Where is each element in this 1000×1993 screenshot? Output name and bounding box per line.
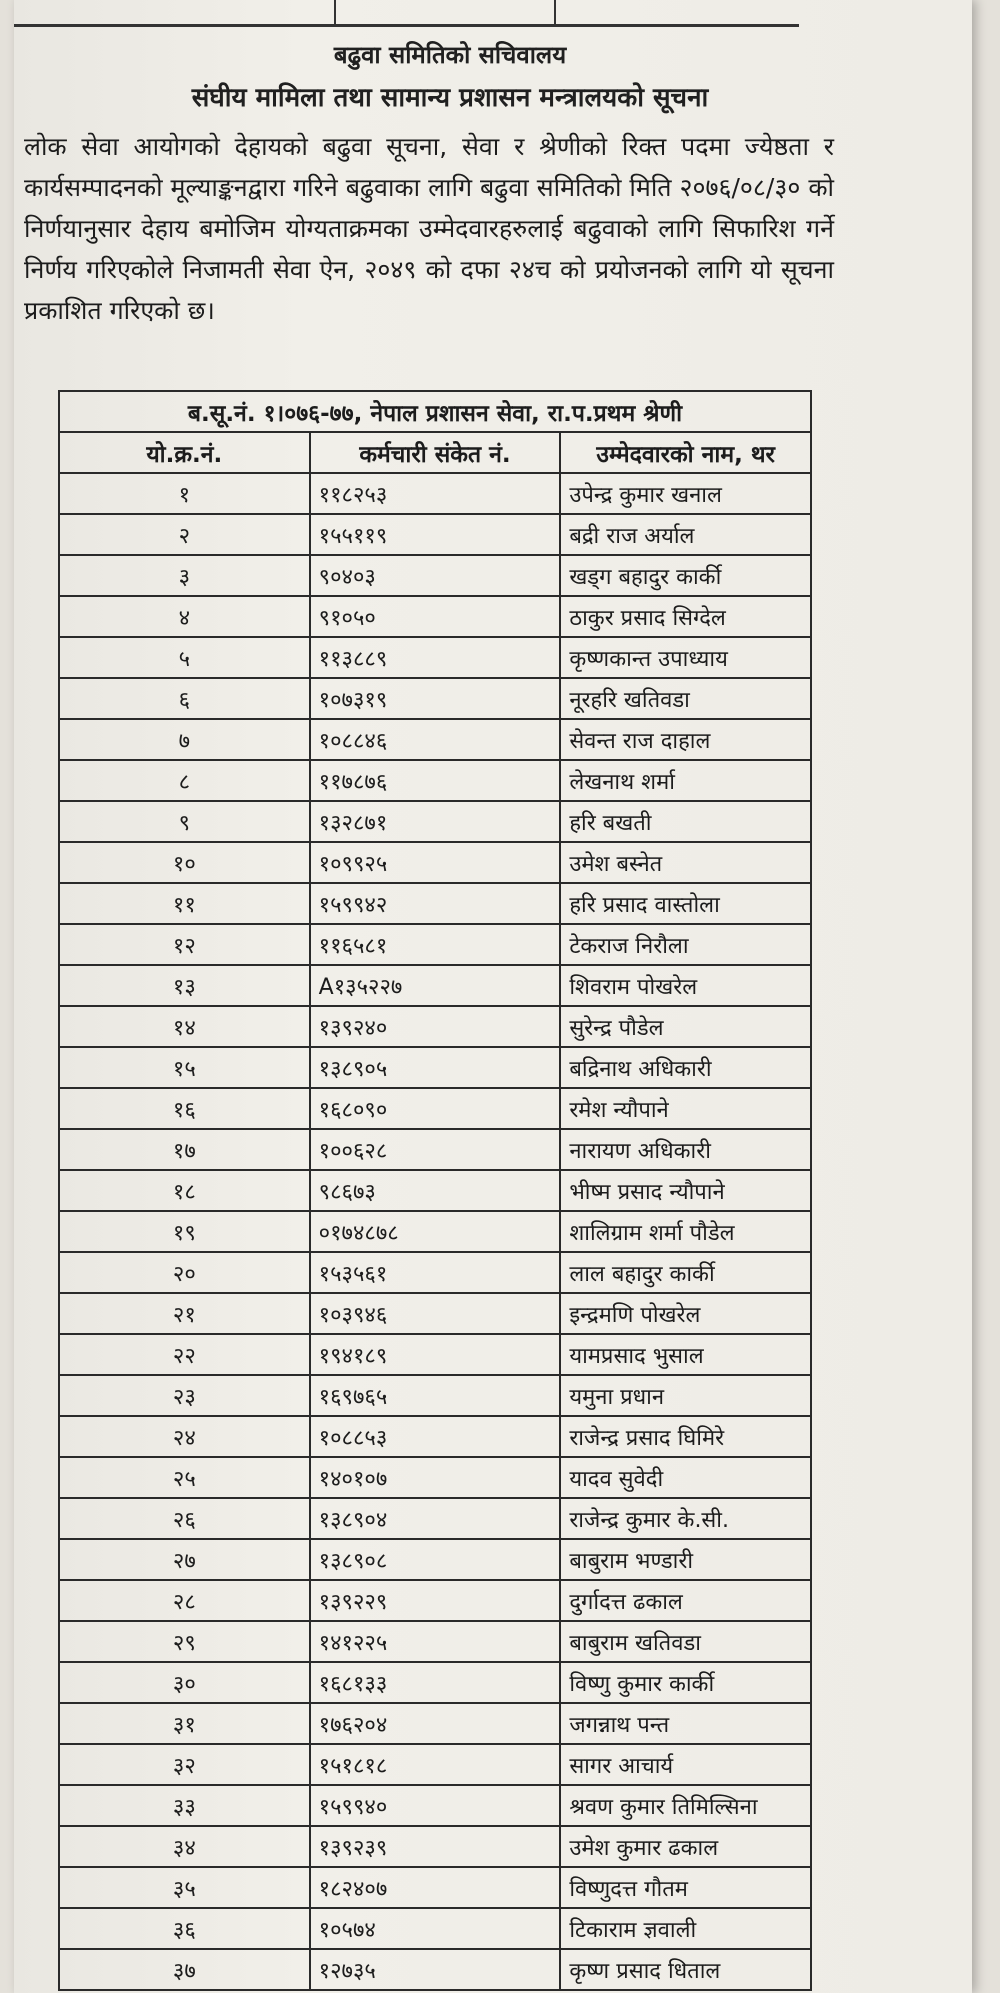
candidate-name-cell: रमेश न्यौपाने [560,1088,811,1129]
serial-no-cell: १ [59,473,310,514]
employee-code-cell: १०३९४६ [310,1293,561,1334]
serial-no-cell: ३३ [59,1785,310,1826]
employee-code-cell: १९४१८९ [310,1334,561,1375]
header-serial-no: यो.क्र.नं. [59,432,310,473]
serial-no-cell: २२ [59,1334,310,1375]
serial-no-cell: ३१ [59,1703,310,1744]
serial-no-cell: २४ [59,1416,310,1457]
employee-code-cell: १८२४०७ [310,1867,561,1908]
table-row [59,514,811,555]
table-row [59,1375,811,1416]
table-row [59,1744,811,1785]
candidate-name-cell: हरि बखती [560,801,811,842]
table-row [59,883,811,924]
serial-no-cell: २ [59,514,310,555]
candidate-name-cell: इन्द्रमणि पोखरेल [560,1293,811,1334]
employee-code-cell: १३८९०४ [310,1498,561,1539]
table-row [59,473,811,514]
candidate-table [58,390,812,1991]
serial-no-cell: ३६ [59,1908,310,1949]
employee-code-cell: १५३५६१ [310,1252,561,1293]
candidate-name-cell: टिकाराम ज्ञवाली [560,1908,811,1949]
serial-no-cell: १७ [59,1129,310,1170]
serial-no-cell: २५ [59,1457,310,1498]
notice-paragraph: लोक सेवा आयोगको देहायको बढुवा सूचना, सेवा र श्रेणीको रिक्त पदमा ज्येष्ठता र कार्यसम्पादनको मूल्याङ्कनद्वारा गरिने बढुवाका लागि बढुवा समितिको मिति २०७६/०८/३० को निर्णयानुसार देहाय बमोजिम योग्यताक्रमका उम्मेदवारहरुलाई बढुवाको लागि सिफारिश गर्ने निर्णय गरिएकोले निजामती सेवा ऐन, २०४९ को दफा २४च को प्रयोजनको लागि यो सूचना प्रकाशित गरिएको छ। [24,132,834,325]
serial-no-cell: १३ [59,965,310,1006]
candidate-name-cell: कृष्णकान्त उपाध्याय [560,637,811,678]
employee-code-cell: १२७३५ [310,1949,561,1990]
employee-code-cell: ९८६७३ [310,1170,561,1211]
employee-code-cell: १०८८५३ [310,1416,561,1457]
table-row [59,1580,811,1621]
table-row [59,1867,811,1908]
table-row [59,1211,811,1252]
table-divider [334,0,336,24]
employee-code-cell: १००६२८ [310,1129,561,1170]
candidate-name-cell: सेवन्त राज दाहाल [560,719,811,760]
candidate-name-cell: लाल बहादुर कार्की [560,1252,811,1293]
table-row [59,1129,811,1170]
table-divider [554,0,556,24]
candidate-name-cell: नूरहरि खतिवडा [560,678,811,719]
candidate-name-cell: दुर्गादत्त ढकाल [560,1580,811,1621]
candidate-name-cell: भीष्म प्रसाद न्यौपाने [560,1170,811,1211]
candidate-name-cell: यमुना प्रधान [560,1375,811,1416]
table-row [59,1416,811,1457]
serial-no-cell: २३ [59,1375,310,1416]
table-row [59,1662,811,1703]
table-row [59,1703,811,1744]
serial-no-cell: ८ [59,760,310,801]
employee-code-cell: ११८२५३ [310,473,561,514]
candidate-name-cell: श्रवण कुमार तिमिल्सिना [560,1785,811,1826]
notice-heading-secretariat: बढुवा समितिको सचिवालय [333,41,567,69]
candidate-name-cell: बाबुराम खतिवडा [560,1621,811,1662]
candidate-name-cell: ठाकुर प्रसाद सिग्देल [560,596,811,637]
header-candidate-name: उम्मेदवारको नाम, थर [560,432,811,473]
serial-no-cell: ३ [59,555,310,596]
employee-code-cell: A१३५२२७ [310,965,561,1006]
candidate-name-cell: टेकराज निरौला [560,924,811,965]
candidate-name-cell: बाबुराम भण्डारी [560,1539,811,1580]
serial-no-cell: ३४ [59,1826,310,1867]
candidate-name-cell: बद्रिनाथ अधिकारी [560,1047,811,1088]
candidate-name-cell: नारायण अधिकारी [560,1129,811,1170]
employee-code-cell: ११६५८१ [310,924,561,965]
table-row [59,637,811,678]
candidate-name-cell: उमेश कुमार ढकाल [560,1826,811,1867]
table-row [59,1826,811,1867]
table-row [59,1785,811,1826]
employee-code-cell: १३८९०५ [310,1047,561,1088]
table-row [59,1498,811,1539]
employee-code-cell: ९१०५० [310,596,561,637]
candidate-name-cell: बद्री राज अर्याल [560,514,811,555]
candidate-name-cell: राजेन्द्र कुमार के.सी. [560,1498,811,1539]
serial-no-cell: ३२ [59,1744,310,1785]
serial-no-cell: ५ [59,637,310,678]
table-title: ब.सू.नं. १।०७६-७७, नेपाल प्रशासन सेवा, रा.प.प्रथम श्रेणी [59,391,811,432]
table-row [59,760,811,801]
table-title-row [59,391,811,432]
table-row [59,1539,811,1580]
employee-code-cell: १०८८४६ [310,719,561,760]
table-row [59,678,811,719]
table-row [59,965,811,1006]
table-row [59,1006,811,1047]
serial-no-cell: १४ [59,1006,310,1047]
serial-no-cell: १० [59,842,310,883]
employee-code-cell: ११७८७६ [310,760,561,801]
header-employee-code: कर्मचारी संकेत नं. [310,432,561,473]
candidate-name-cell: कृष्ण प्रसाद धिताल [560,1949,811,1990]
table-row [59,1908,811,1949]
employee-code-cell: १५१८१८ [310,1744,561,1785]
candidate-name-cell: जगन्नाथ पन्त [560,1703,811,1744]
employee-code-cell: १६८०९० [310,1088,561,1129]
candidate-name-cell: शिवराम पोखरेल [560,965,811,1006]
previous-table-bottom-edge [14,0,799,27]
notice-heading-ministry: संघीय मामिला तथा सामान्य प्रशासन मन्त्रालयको सूचना [191,83,709,113]
table-body [59,473,811,1990]
candidate-name-cell: खड्ग बहादुर कार्की [560,555,811,596]
table-row [59,719,811,760]
table-row [59,924,811,965]
table-row [59,1170,811,1211]
serial-no-cell: ३५ [59,1867,310,1908]
table-row [59,1949,811,1990]
serial-no-cell: ११ [59,883,310,924]
candidate-name-cell: उपेन्द्र कुमार खनाल [560,473,811,514]
employee-code-cell: १३९२३९ [310,1826,561,1867]
employee-code-cell: ०१७४८७८ [310,1211,561,1252]
table-row [59,1457,811,1498]
table-row [59,555,811,596]
serial-no-cell: ३० [59,1662,310,1703]
employee-code-cell: १३९२२९ [310,1580,561,1621]
serial-no-cell: २१ [59,1293,310,1334]
serial-no-cell: १५ [59,1047,310,1088]
candidate-name-cell: यामप्रसाद भुसाल [560,1334,811,1375]
serial-no-cell: १९ [59,1211,310,1252]
candidate-name-cell: उमेश बस्नेत [560,842,811,883]
candidate-name-cell: सागर आचार्य [560,1744,811,1785]
serial-no-cell: २९ [59,1621,310,1662]
employee-code-cell: १३९२४० [310,1006,561,1047]
serial-no-cell: २७ [59,1539,310,1580]
employee-code-cell: १०९९२५ [310,842,561,883]
employee-code-cell: १४०१०७ [310,1457,561,1498]
employee-code-cell: १३८९०८ [310,1539,561,1580]
candidate-name-cell: लेखनाथ शर्मा [560,760,811,801]
serial-no-cell: २० [59,1252,310,1293]
employee-code-cell: १५९९४० [310,1785,561,1826]
table-row [59,842,811,883]
employee-code-cell: १५९९४२ [310,883,561,924]
employee-code-cell: १६९७६५ [310,1375,561,1416]
candidate-name-cell: सुरेन्द्र पौडेल [560,1006,811,1047]
employee-code-cell: ९०४०३ [310,555,561,596]
table-row [59,1252,811,1293]
candidate-name-cell: विष्णु कुमार कार्की [560,1662,811,1703]
table-row [59,1293,811,1334]
serial-no-cell: ९ [59,801,310,842]
serial-no-cell: ३७ [59,1949,310,1990]
candidate-name-cell: शालिग्राम शर्मा पौडेल [560,1211,811,1252]
employee-code-cell: १५५११९ [310,514,561,555]
candidate-name-cell: हरि प्रसाद वास्तोला [560,883,811,924]
serial-no-cell: ४ [59,596,310,637]
employee-code-cell: १६८१३३ [310,1662,561,1703]
table-row [59,596,811,637]
employee-code-cell: १०५७४ [310,1908,561,1949]
table-row [59,1047,811,1088]
table-row [59,801,811,842]
table-row [59,1088,811,1129]
serial-no-cell: १६ [59,1088,310,1129]
employee-code-cell: १३२८७१ [310,801,561,842]
serial-no-cell: ६ [59,678,310,719]
serial-no-cell: २८ [59,1580,310,1621]
employee-code-cell: १७६२०४ [310,1703,561,1744]
table-row [59,1621,811,1662]
employee-code-cell: १०७३१९ [310,678,561,719]
serial-no-cell: २६ [59,1498,310,1539]
employee-code-cell: ११३८८९ [310,637,561,678]
serial-no-cell: १२ [59,924,310,965]
serial-no-cell: ७ [59,719,310,760]
employee-code-cell: १४१२२५ [310,1621,561,1662]
table-row [59,1334,811,1375]
candidate-name-cell: यादव सुवेदी [560,1457,811,1498]
candidate-name-cell: राजेन्द्र प्रसाद घिमिरे [560,1416,811,1457]
serial-no-cell: १८ [59,1170,310,1211]
candidate-name-cell: विष्णुदत्त गौतम [560,1867,811,1908]
table-header-row [59,432,811,473]
